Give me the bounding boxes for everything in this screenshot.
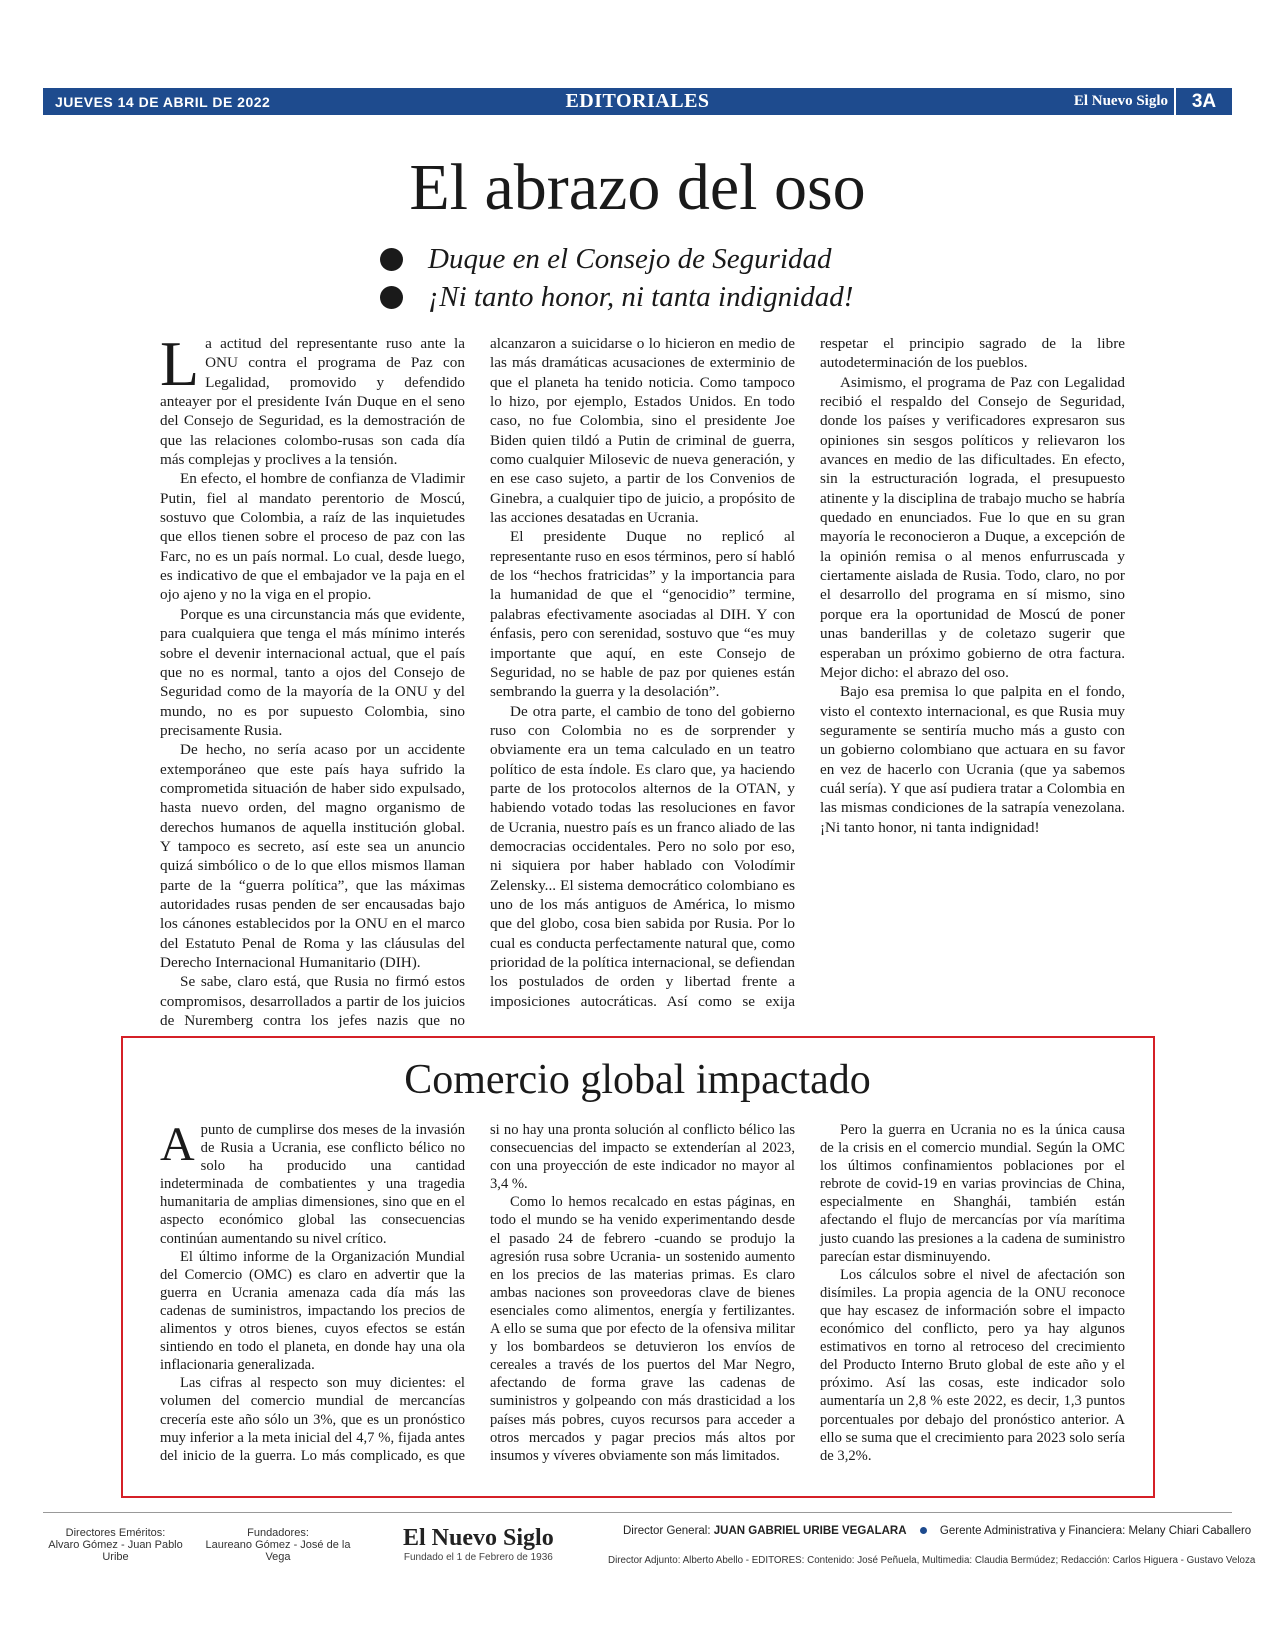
body-paragraph: De hecho, no sería acaso por un accidente extemporáneo que este país haya sufrido la comprometida situación de haber sido expulsado, hasta nuevo orden, del magno organismo de derechos humanos de aquella institución global. Y tampoco es secreto, así este sea un anuncio quizá simbólico o de lo que ellos mismos llaman parte de la “guerra política”, que las máximas autoridades rusas penden de ser encausadas bajo los cánones establecidos por la ONU en el marco del Estatuto Penal de Roma y las cláusulas del Derecho Internacional Humanitario (DIH). <box>160 741 465 971</box>
body-paragraph: Como lo hemos recalcado en estas páginas, en todo el mundo se ha venido experimentando desde el pasado 24 de febrero -cuando se produjo la agresión rusa sobre Ucrania- un sostenido aumento en los precios de las materias primas. Es claro ambas naciones son proveedoras clave de bienes esenciales como alimentos, energía y fertilizantes. A ello se suma que por efecto de la ofensiva militar y los bombardeos se detuvieron los envíos de cereales a través de los puertos del Mar Negro, afectando de forma grave las cadenas de suministros y golpeando con más drasticidad a los países más pobres, cuyos recursos para acceder a otros mercados y pagar precios más altos por insumos y víveres obviamente son más limitados. <box>490 1194 795 1464</box>
deck-item <box>380 240 853 278</box>
body-paragraph: El último informe de la Organización Mundial del Comercio (OMC) es claro en advertir que la guerra en Ucrania amenaza cada día más las cadenas de suministros, impactando los precios de alimentos y otros bienes, cuyos efectos se están sintiendo en todo el planeta, en donde hay una ola inflacionaria generalizada. <box>160 1248 465 1374</box>
separator-dot-icon <box>920 1527 927 1534</box>
page-footer <box>43 1512 1256 1593</box>
director-label: Director General: <box>623 1525 711 1537</box>
body-paragraph: La actitud del representante ruso ante la ONU contra el programa de Paz con Legalidad, promovido y defendido anteayer por el presidente Iván Duque en el seno del Consejo de Seguridad, es la demostración de que las relaciones colombo-rusas son cada día más complejas y proclives a la tensión. <box>160 328 465 469</box>
body-paragraph: Pero la guerra en Ucrania no es la única causa de la crisis en el comercio mundial. Según la OMC los últimos confinamientos poblaciones por el rebrote de covid-19 en varias provincias de China, especialmente en Shanghái, también están afectando el flujo de mercancías por vía marítima justo cuando las presiones a la cadena de suministro parecían estar disminuyendo. <box>820 1122 1125 1265</box>
edition-date: JUEVES 14 DE ABRIL DE 2022 <box>55 93 271 110</box>
body-paragraph: Los cálculos sobre el nivel de afectación son disímiles. La propia agencia de la ONU reconoce que hay escasez de información sobre el impacto económico del conflicto, pero ya hay algunos estimativos en torno al retroceso del crecimiento del Producto Interno Bruto global de este año y el próximo. Así las cosas, este indicador solo aumentaría un 2,8 % este 2022, es decir, 1,3 puntos porcentuales por debajo del pronóstico anterior. A ello se suma que el crecimiento para 2023 solo sería de 3,2%. <box>820 1266 1125 1464</box>
body-paragraph: Se sabe, claro está, que Rusia no firmó estos compromisos, desarrollados a partir de los juicios de Nuremberg contra los jefes nazis que no alcanzaron a suicidarse o lo hicieron en medio de las más dramáticas acusaciones de exterminio de que el planeta ha tenido noticia. Como tampoco lo hizo, por ejemplo, Estados Unidos. En todo caso, no fue Colombia, sino el presidente Joe Biden quien tildó a Putin de criminal de guerra, como cualquier Milosevic de nueva generación, y en ese caso sujeto, a partir de los Convenios de Ginebra, a cualquier tipo de juicio, a propósito de las acciones desatadas en Ucrania. <box>160 335 795 1030</box>
masthead-bar <box>43 88 1232 115</box>
bullet-icon <box>380 248 403 271</box>
staff-line-2: Director Adjunto: Alberto Abello - EDITORES: Contenido: José Peñuela, Multimedia: Claudia Bermúdez; Redacción: Carlos Higuera - Gustavo Veloza <box>608 1555 1256 1566</box>
second-editorial-body <box>160 1118 1125 1481</box>
deck-text: Duque en el Consejo de Seguridad <box>428 242 832 275</box>
founded-date: Fundado el 1 de Febrero de 1936 <box>403 1552 553 1563</box>
deck-item <box>380 278 853 316</box>
editorial-title: El abrazo del oso <box>409 151 866 224</box>
staff-line-1 <box>623 1525 1251 1537</box>
founders <box>203 1527 353 1563</box>
manager-name: Melany Chiari Caballero <box>1128 1525 1252 1537</box>
body-paragraph: Porque es una circunstancia más que evidente, para cualquiera que tenga el más mínimo interés sobre el devenir internacional actual, que el país que no es normal, tanto a ojos del Consejo de Seguridad como de la mayoría de la ONU y del mundo, no es por supuesto Colombia, sino precisamente Rusia. <box>160 605 465 739</box>
section-title: EDITORIALES <box>565 90 710 112</box>
body-paragraph: A punto de cumplirse dos meses de la invasión de Rusia a Ucrania, ese conflicto bélico no solo ha producido una cantidad indeterminada de combatientes y una tragedia humanitaria de amplias dimensiones, sino que en el aspecto económico global las consecuencias continúan aumentando su nivel crítico. <box>160 1118 465 1247</box>
paper-name: El Nuevo Siglo <box>1073 93 1168 109</box>
body-paragraph: De otra parte, el cambio de tono del gobierno ruso con Colombia no es de sorprender y obviamente era un tema calculado en un teatro político de esta índole. Es claro que, ya haciendo parte de los protocolos alternos de la OTAN, y habiendo votado todas las resoluciones en favor de Ucrania, nuestro país es un franco aliado de las democracias occidentales. Pero no solo por eso, ni siquiera por haber hablado con Volodímir Zelensky... El sistema democrático colombiano es uno de los más antiguos de América, lo mismo que del globo, cosa bien sabida por Rusia. Por lo cual es conducta perfectamente natural que, como prioridad de la política internacional, se defiendan los postulados de orden y libertad frente a imposiciones autocráticas. Así como se exija respetar el principio sagrado de la libre autodeterminación de los pueblos. <box>490 335 1125 1010</box>
page-number: 3A <box>1174 88 1232 115</box>
body-paragraph: Las cifras al respecto son muy dicientes: el volumen del comercio mundial de mercancías crecería este año sólo un 3%, que es un pronóstico muy inferior a la meta inicial del 4,7 %, fijada antes del inicio de la guerra. Lo más complicado, es que si no hay una pronta solución al conflicto bélico las consecuencias del impacto se extenderían al 2023, con una proyección de este indicador no mayor al 3,4 %. <box>160 1122 795 1464</box>
footer-logo <box>403 1525 554 1563</box>
emeritus-names: Alvaro Gómez - Juan Pablo Uribe <box>48 1539 183 1563</box>
bullet-icon <box>380 286 403 309</box>
drop-cap: A <box>160 1118 195 1171</box>
emeritus-directors <box>43 1527 188 1563</box>
drop-cap: L <box>160 328 200 399</box>
body-paragraph: Bajo esa premisa lo que palpita en el fondo, visto el contexto internacional, es que Rusia muy seguramente se sentiría mucho más a gusto con un gobierno colombiano que actuara en su favor en vez de hacerlo con Ucrania (que ya sabemos cuál sería). Y que así pudiera tratar a Colombia en las mismas condiciones de la satrapía venezolana. ¡Ni tanto honor, ni tanta indignidad! <box>820 683 1125 836</box>
deck-text: ¡Ni tanto honor, ni tanta indignidad! <box>428 280 854 313</box>
body-paragraph: En efecto, el hombre de confianza de Vladimir Putin, fiel al mandato perentorio de Moscú, sostuvo que Colombia, a raíz de las inquietudes que ellos tienen sobre el proceso de paz con las Farc, no es un país normal. Lo cual, desde luego, es indicativo de que el embajador ve la paja en el ojo ajeno y no la viga en el propio. <box>160 470 465 604</box>
director-name: JUAN GABRIEL URIBE VEGALARA <box>713 1525 907 1537</box>
logo-text: El Nuevo Siglo <box>403 1525 554 1551</box>
body-paragraph: Asimismo, el programa de Paz con Legalidad recibió el respaldo del Consejo de Seguridad, donde los países y verificadores expresaron sus opiniones sin sesgos políticos y relievaron los avances en medio de las dificultades. En efecto, sin la estructuración lograda, el presupuesto atinente y la disciplina de trabajo mucho se habría quedado en enunciados. Fue lo que en su gran mayoría le reconocieron a Duque, a excepción de la opinión remisa o al menos enfurruscada y ciertamente aislada de Rusia. Todo, claro, no por el desarrollo del programa en sí mismo, sino porque era la oportunidad de Moscú de poner unas banderillas y de coletazo sugerir que esperaban un próximo gobierno de otra factura. Mejor dicho: el abrazo del oso. <box>820 373 1125 681</box>
founders-label: Fundadores: <box>247 1527 309 1539</box>
body-paragraph: El presidente Duque no replicó al representante ruso en esos términos, pero sí habló de los “hechos fratricidas” y la importancia para la humanidad de que el “genocidio” termine, palabras efectivamente asociadas al DIH. Y con énfasis, pero con serenidad, sostuvo que “es muy importante que aquí, en este Consejo de Seguridad, no se hable de paz por quienes están sembrando la guerra y la desolación”. <box>490 528 795 701</box>
manager-label: Gerente Administrativa y Financiera: <box>939 1525 1126 1537</box>
emeritus-label: Directores Eméritos: <box>65 1527 166 1539</box>
second-editorial-title: Comercio global impactado <box>404 1057 871 1103</box>
founders-names: Laureano Gómez - José de la Vega <box>205 1539 351 1563</box>
editorial-deck <box>380 240 853 316</box>
editorial-body <box>160 328 1125 1034</box>
